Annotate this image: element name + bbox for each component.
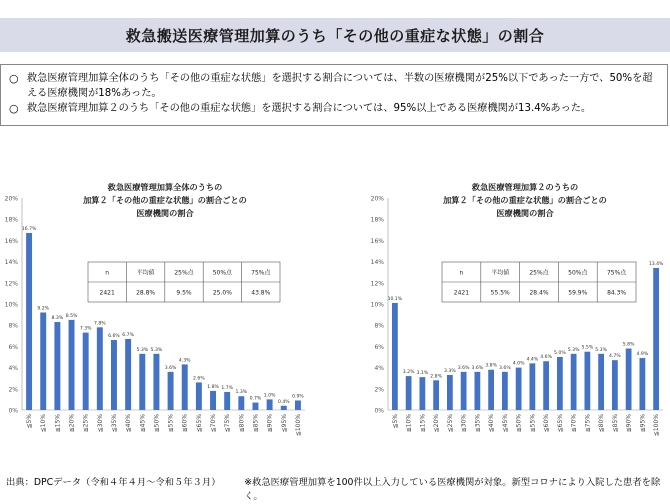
x-tick-label: ≦20% (433, 414, 441, 433)
y-tick-label: 12% (4, 280, 18, 288)
stats-header: n (105, 269, 110, 277)
x-tick-label: ≦50% (153, 414, 161, 433)
bar-value-label: 7.3% (79, 326, 92, 332)
chart-svg (335, 0, 670, 470)
footer (6, 474, 670, 502)
x-tick-label: ≦60% (543, 414, 551, 433)
stats-header: n (459, 269, 464, 277)
bar-value-label: 5.5% (581, 345, 594, 351)
bar-value-label: 4.3% (178, 358, 191, 364)
bar-value-label: 7.8% (93, 321, 106, 327)
bar-value-label: 9.2% (37, 306, 50, 312)
bar-value-label: 3.6% (499, 365, 511, 371)
x-tick-label: ≦15% (419, 414, 427, 433)
bar (125, 339, 131, 410)
bar (153, 354, 159, 410)
bar (69, 320, 75, 410)
bar (502, 372, 508, 410)
bar-value-label: 1.0% (263, 393, 276, 399)
y-tick-label: 16% (370, 237, 384, 245)
bar (224, 392, 230, 410)
bar-value-label: 0.9% (292, 394, 304, 400)
x-tick-label: ≦60% (181, 414, 189, 433)
stats-header: 25%点 (174, 269, 194, 277)
y-tick-label: 4% (374, 365, 384, 373)
bar-value-label: 4.9% (636, 352, 649, 358)
bar-value-label: 16.7% (21, 226, 37, 232)
chart-svg (0, 0, 335, 470)
chart-title-line: 救急医療管理加算２のうちの (471, 182, 579, 192)
bar (639, 358, 645, 410)
bar (238, 396, 244, 410)
stats-header: 平均値 (136, 269, 155, 277)
x-tick-label: ≦5% (26, 414, 34, 429)
x-tick-label: ≦70% (210, 414, 218, 433)
stats-value: 28.8% (136, 289, 156, 297)
bar-value-label: 5.3% (136, 347, 149, 353)
y-tick-label: 2% (374, 386, 384, 394)
x-tick-label: ≦10% (40, 414, 48, 433)
bar-value-label: 3.3% (444, 369, 456, 375)
y-tick-label: 20% (4, 195, 18, 203)
chart-title-line: 医療機関の割合 (136, 208, 194, 218)
stats-value: 84.3% (607, 289, 627, 297)
y-tick-label: 0% (8, 407, 18, 415)
footer-source: 出典：DPCデータ（令和４年４月～令和５年３月） (6, 477, 221, 488)
stats-value: 2421 (453, 289, 470, 297)
x-tick-label: ≦5% (391, 414, 399, 429)
bar (474, 372, 480, 410)
x-tick-label: ≦100% (294, 414, 302, 437)
bullet-circle-icon: ○ (9, 72, 19, 85)
x-tick-label: ≦30% (460, 414, 468, 433)
stats-header: 25%点 (529, 269, 549, 277)
page-title: 救急搬送医療管理加算のうち「その他の重症な状態」の割合 (0, 18, 670, 52)
bar-value-label: 6.7% (122, 332, 134, 338)
x-tick-label: ≦70% (570, 414, 578, 433)
stats-value: 9.5% (176, 289, 192, 297)
x-tick-label: ≦65% (556, 414, 564, 433)
bar-value-label: 3.8% (485, 363, 497, 369)
x-tick-label: ≦75% (584, 414, 592, 433)
bar (626, 349, 632, 410)
x-tick-label: ≦90% (266, 414, 274, 433)
y-tick-label: 12% (370, 280, 384, 288)
x-tick-label: ≦50% (515, 414, 523, 433)
bar-value-label: 4.7% (609, 354, 621, 360)
chart-title-line: 加算２「その他の重症な状態」の割合ごとの (83, 195, 247, 205)
x-tick-label: ≦45% (139, 414, 147, 433)
bar-value-label: 0.4% (277, 399, 290, 405)
y-tick-label: 20% (370, 195, 384, 203)
bar-value-label: 3.6% (471, 365, 484, 371)
bar (182, 364, 188, 410)
bar (406, 376, 412, 410)
chart-overall (0, 0, 335, 470)
x-tick-label: ≦95% (280, 414, 288, 433)
chart-title-line: 加算２「その他の重症な状態」の割合ごとの (443, 195, 607, 205)
bar (516, 368, 522, 410)
bar (447, 375, 453, 410)
x-tick-label: ≦95% (639, 414, 647, 433)
y-tick-label: 8% (374, 322, 384, 330)
chart-addition2 (335, 0, 670, 470)
y-tick-label: 14% (370, 259, 384, 267)
chart-title-line: 救急医療管理加算全体のうちの (107, 182, 223, 192)
bar (26, 233, 32, 410)
y-tick-label: 14% (4, 259, 18, 267)
x-tick-label: ≦65% (195, 414, 203, 433)
footer-note: ※救急医療管理加算を100件以上入力している医療機関が対象。新型コロナにより入院した患者を除く。 (244, 477, 661, 502)
stats-header: 75%点 (606, 269, 627, 277)
y-tick-label: 2% (8, 386, 18, 394)
chart-title-line: 医療機関の割合 (496, 208, 554, 218)
y-tick-label: 6% (8, 343, 18, 351)
x-tick-label: ≦40% (488, 414, 496, 433)
stats-value: 25.0% (212, 289, 232, 297)
bar (196, 382, 202, 410)
bar-value-label: 3.2% (402, 370, 415, 376)
bar-value-label: 3.6% (164, 365, 177, 371)
stats-value: 43.8% (251, 289, 271, 297)
stats-value: 2421 (99, 289, 115, 297)
x-tick-label: ≦20% (68, 414, 76, 433)
stats-header: 50%点 (568, 269, 588, 277)
bar (598, 354, 604, 410)
bar (295, 400, 301, 410)
bar (433, 380, 439, 410)
bar-value-label: 4.6% (540, 355, 552, 361)
y-tick-label: 10% (370, 301, 384, 309)
bar-value-label: 3.1% (416, 371, 429, 377)
x-tick-label: ≦15% (54, 414, 62, 433)
bar-value-label: 5.0% (554, 351, 566, 356)
bar (529, 363, 535, 410)
bar (139, 354, 145, 410)
y-tick-label: 16% (4, 237, 18, 245)
y-tick-label: 0% (374, 407, 384, 415)
x-tick-label: ≦35% (474, 414, 482, 433)
bar-value-label: 13.4% (648, 261, 664, 267)
bar (419, 377, 425, 410)
x-tick-label: ≦25% (82, 414, 90, 433)
bar-value-label: 1.3% (235, 390, 248, 396)
bar-value-label: 3.6% (457, 365, 470, 371)
x-tick-label: ≦25% (446, 414, 454, 433)
x-tick-label: ≦85% (252, 414, 260, 433)
bar-value-label: 8.3% (51, 316, 64, 322)
bar-value-label: 5.3% (150, 347, 163, 353)
x-tick-label: ≦35% (110, 414, 118, 433)
bar (111, 340, 117, 410)
y-tick-label: 10% (4, 301, 18, 309)
stats-value: 59.9% (568, 289, 588, 297)
x-tick-label: ≦55% (529, 414, 537, 433)
y-tick-label: 18% (4, 216, 18, 224)
y-tick-label: 6% (374, 343, 384, 351)
bar (557, 357, 563, 410)
x-tick-label: ≦90% (625, 414, 633, 433)
x-tick-label: ≦30% (96, 414, 104, 433)
x-tick-label: ≦80% (598, 414, 606, 433)
bar (253, 403, 259, 410)
y-tick-label: 18% (370, 216, 384, 224)
bar-value-label: 2.6% (193, 376, 205, 382)
bar-value-label: 10.1% (387, 296, 403, 302)
bar (210, 391, 216, 410)
bar (584, 352, 590, 410)
bar-value-label: 6.6% (108, 334, 120, 340)
bullet-circle-icon: ○ (9, 102, 19, 115)
y-tick-label: 4% (8, 365, 18, 373)
bar-value-label: 8.5% (65, 313, 78, 319)
bar-value-label: 1.8% (207, 384, 219, 390)
x-tick-label: ≦40% (125, 414, 133, 433)
bar-value-label: 5.3% (595, 347, 607, 353)
bar (392, 303, 398, 410)
stats-header: 50%点 (212, 269, 233, 277)
bar (488, 370, 494, 410)
x-tick-label: ≦45% (501, 414, 509, 433)
bar (40, 312, 46, 410)
bar (97, 327, 103, 410)
bar-value-label: 1.7% (221, 385, 234, 391)
x-tick-label: ≦75% (224, 414, 232, 433)
y-tick-label: 8% (8, 322, 18, 330)
stats-header: 平均値 (491, 269, 510, 277)
bar-value-label: 4.0% (512, 361, 525, 367)
x-tick-label: ≦80% (238, 414, 246, 433)
bar (612, 360, 618, 410)
bar-value-label: 2.8% (430, 374, 442, 380)
bar (267, 399, 273, 410)
bar (83, 333, 89, 410)
stats-value: 28.4% (529, 289, 549, 297)
bar (461, 372, 467, 410)
summary-text: 救急医療管理加算２のうち「その他の重症な状態」を選択する割合については、95%以上である医療機関が13.4%あった。 (27, 103, 592, 114)
stats-header: 75%点 (251, 269, 271, 277)
stats-value: 55.5% (490, 289, 510, 297)
summary-text: 救急医療管理加算全体のうち「その他の重症な状態」を選択する割合については、半数の医療機関が25%以下であった一方で、50%を超える医療機関が18%あった。 (27, 73, 653, 99)
bar-value-label: 0.7% (249, 396, 262, 402)
bar-value-label: 4.4% (526, 357, 539, 363)
bar (571, 354, 577, 410)
bar-value-label: 5.3% (567, 347, 580, 353)
bar (168, 372, 174, 410)
bar (543, 361, 549, 410)
x-tick-label: ≦85% (611, 414, 619, 433)
bar (653, 268, 659, 410)
bar-value-label: 5.8% (622, 342, 635, 348)
x-tick-label: ≦10% (405, 414, 413, 433)
bar (281, 406, 287, 410)
bar (54, 322, 60, 410)
x-tick-label: ≦100% (653, 414, 661, 437)
x-tick-label: ≦55% (167, 414, 175, 433)
